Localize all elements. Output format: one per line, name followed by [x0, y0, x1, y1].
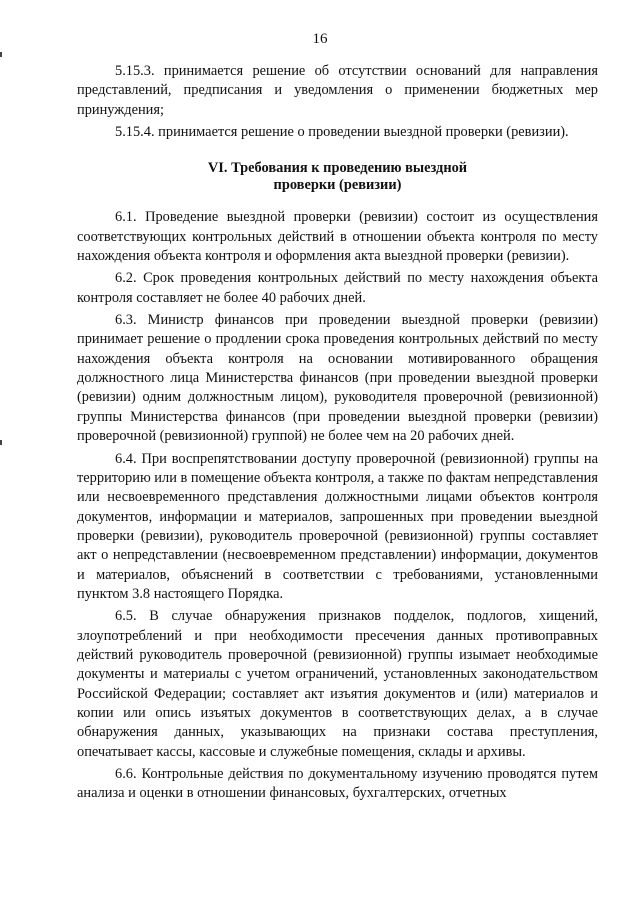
section-heading [77, 160, 598, 194]
paragraph-5-15-3: 5.15.3. принимается решение об отсутствии оснований для направления представлений, предписания и уведомления о применении бюджетных мер принуждения; [77, 63, 598, 118]
paragraph-6-3: 6.3. Министр финансов при проведении выездной проверки (ревизии) принимает решение о продлении срока проведения контрольных действий по месту нахождения объекта контроля на основании мотивированного обращения должностного лица Министерства финансов (при проведении выездной проверки (ревизии) одним должностным лицом), руководителя проверочной (ревизионной) группы Министерства финансов (при проведении выездной проверки (ревизии) проверочной (ревизионной) группой) не более чем на 20 рабочих дней. [77, 312, 598, 445]
scan-edge-mark [0, 440, 2, 445]
paragraph-6-2: 6.2. Срок проведения контрольных действий по месту нахождения объекта контроля составляет не более 40 рабочих дней. [77, 270, 598, 306]
paragraph-6-1: 6.1. Проведение выездной проверки (ревизии) состоит из осуществления соответствующих контрольных действий в отношении объекта контроля по месту нахождения объекта контроля и оформления акта выездной проверки (ревизии). [77, 209, 598, 265]
paragraph-5-15-4: 5.15.4. принимается решение о проведении выездной проверки (ревизии). [115, 124, 569, 141]
paragraph-6-5: 6.5. В случае обнаружения признаков подделок, подлогов, хищений, злоупотреблений и при необходимости пресечения данных противоправных действий руководитель проверочной (ревизионной) группы изымает необходимые документы и материалы с учетом ограничений, установленных законодательством Российской Федерации; составляет акт изъятия документов и (или) материалов и копии или опись изъятых документов в соответствующих делах, а в случае обнаружения данных, указывающих на признаки состава преступления, опечатывает кассы, кассовые и служебные помещения, склады и архивы. [77, 608, 598, 760]
document-body [77, 62, 598, 807]
page-number: 16 [312, 31, 328, 47]
paragraph-6-4: 6.4. При воспрепятствовании доступу проверочной (ревизионной) группы на территорию или в помещение объекта контроля, а также по фактам непредставления или несвоевременного представления должностными лицами объектов контроля документов, информации и материалов, запрошенных при проведении выездной проверки (ревизии), руководитель проверочной (ревизионной) группы составляет акт о непредставлении (несвоевременном представлении) информации, документов и материалов, объяснений в соответствии с требованиями, установленными пунктом 3.8 настоящего Порядка. [77, 450, 598, 602]
section-title-line-2: проверки (ревизии) [273, 177, 402, 194]
section-title-line-1: VI. Требования к проведению выездной [207, 160, 468, 177]
paragraph-6-6: 6.6. Контрольные действия по документальному изучению проводятся путем анализа и оценки в отношении финансовых, бухгалтерских, отчетных [77, 766, 598, 802]
scan-edge-mark [0, 52, 2, 57]
